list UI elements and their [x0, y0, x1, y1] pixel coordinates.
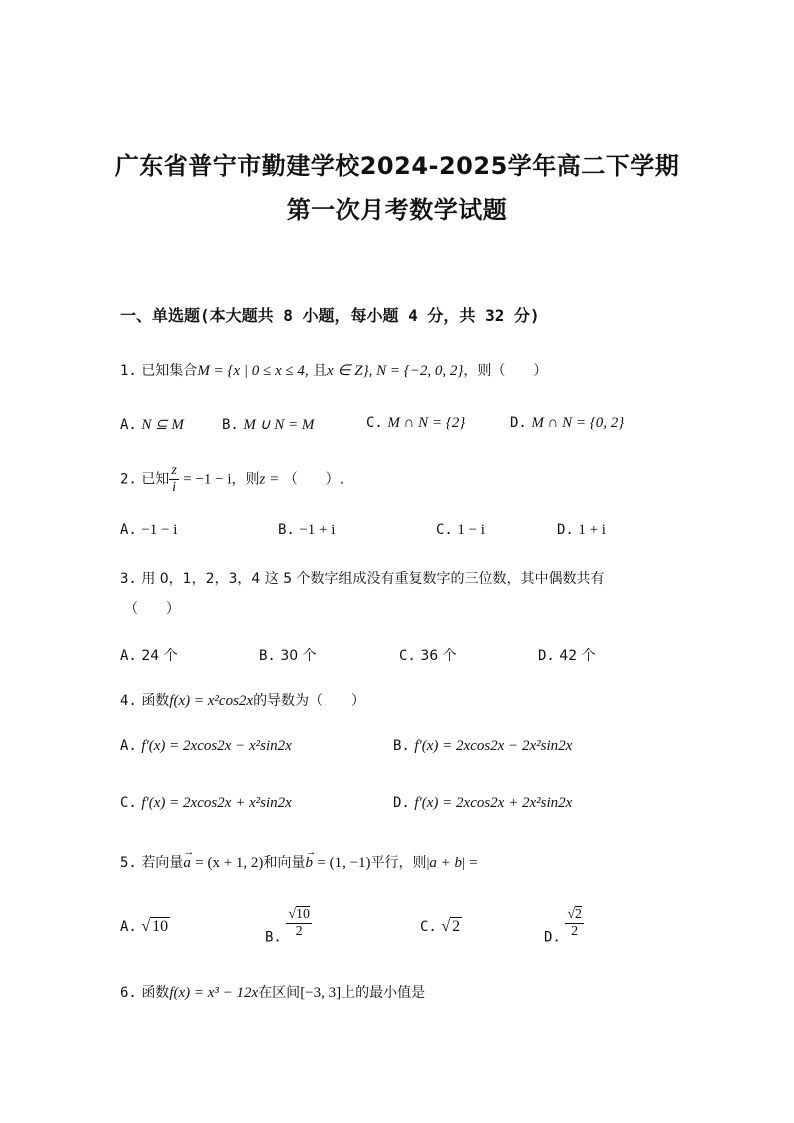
- option-b: [265, 908, 312, 946]
- option-label: C.: [420, 919, 437, 935]
- option-label: B.: [222, 417, 239, 433]
- absolute-value: |a + b|: [426, 855, 465, 871]
- option-label: C.: [436, 522, 453, 538]
- question-6: [120, 982, 425, 1002]
- option-a: [120, 522, 177, 539]
- option-label: A.: [120, 522, 137, 538]
- option-a: [120, 738, 292, 755]
- question-number: 2.: [120, 471, 137, 488]
- option-b: [259, 645, 317, 665]
- option-text: 30 个: [280, 648, 317, 664]
- option-d: [544, 908, 584, 946]
- fraction-denominator: 2: [571, 924, 579, 939]
- option-d: [557, 522, 606, 539]
- option-label: D.: [544, 929, 561, 946]
- question-number: 6.: [120, 985, 137, 1001]
- question-text: 上的最小值是: [341, 985, 426, 1001]
- question-text: 的导数为（ ）: [253, 693, 366, 709]
- question-text: ，则（ ）: [463, 363, 548, 379]
- option-c: [120, 795, 292, 812]
- option-label: C.: [399, 648, 416, 664]
- sqrt-expression: √ 10: [141, 918, 169, 935]
- option-expression: −1 + i: [299, 522, 336, 538]
- fraction: [169, 464, 178, 495]
- fraction-numerator: z: [171, 463, 177, 478]
- option-b: [278, 522, 335, 539]
- question-text: 已知: [141, 471, 170, 488]
- option-c: [420, 918, 462, 936]
- question-1: [120, 360, 547, 380]
- option-text: 42 个: [559, 648, 596, 664]
- question-3: [120, 568, 605, 588]
- question-text: 平行，则: [370, 855, 427, 871]
- option-expression: f′(x) = 2xcos2x + x²sin2x: [141, 795, 292, 811]
- title-line-2: 第一次月考数学试题: [286, 196, 508, 224]
- fraction-numerator: √2: [567, 907, 582, 922]
- question-number: 5.: [120, 855, 137, 871]
- question-text: 且: [313, 363, 328, 379]
- question-4: [120, 690, 365, 710]
- title-line-1: 广东省普宁市勤建学校2024-2025学年高二下学期: [114, 152, 680, 180]
- vector-b: → b: [305, 846, 317, 871]
- question-text: 在区间: [258, 985, 301, 1001]
- option-label: B.: [278, 522, 295, 538]
- fraction: [565, 908, 584, 939]
- option-expression: f′(x) = 2xcos2x − x²sin2x: [141, 738, 292, 754]
- vector-arrow-icon: →: [183, 846, 195, 858]
- option-d: [510, 415, 624, 432]
- option-text: 24 个: [141, 648, 178, 664]
- option-expression: 1 − i: [457, 522, 485, 538]
- question-text: 和向量: [263, 855, 306, 871]
- math-expression: x ∈ Z}, N = {−2, 0, 2}: [327, 363, 464, 379]
- question-text: 已知集合: [141, 363, 198, 379]
- fraction: [286, 908, 312, 939]
- option-b: [222, 415, 314, 434]
- option-label: D.: [557, 522, 574, 538]
- question-text: 函数: [141, 985, 170, 1001]
- option-label: A.: [120, 648, 137, 664]
- section-heading: 一、单选题(本大题共 8 小题，每小题 4 分，共 32 分): [120, 306, 540, 325]
- option-label: D.: [393, 795, 410, 811]
- fraction-denominator: i: [172, 480, 176, 495]
- option-label: A.: [120, 738, 137, 754]
- option-a: [120, 918, 170, 936]
- option-expression: M ∪ N = M: [243, 417, 315, 433]
- question-number: 4.: [120, 693, 137, 709]
- vector-a: → a: [183, 846, 195, 871]
- question-text: 用 0，1，2，3，4 这 5 个数字组成没有重复数字的三位数，其中偶数共有: [141, 571, 605, 587]
- question-number: 3.: [120, 571, 137, 587]
- option-label: C.: [366, 415, 383, 431]
- option-expression: f′(x) = 2xcos2x + 2x²sin2x: [414, 795, 573, 811]
- option-c: [436, 522, 485, 539]
- option-b: [393, 738, 572, 755]
- option-text: 36 个: [420, 648, 457, 664]
- option-expression: M ∩ N = {2}: [387, 415, 466, 431]
- question-5: [120, 846, 478, 872]
- option-label: D.: [538, 648, 555, 664]
- option-expression: M ∩ N = {0, 2}: [531, 415, 625, 431]
- fraction-denominator: 2: [295, 924, 303, 939]
- option-a: [120, 645, 178, 665]
- option-label: B.: [259, 648, 276, 664]
- option-label: A.: [120, 417, 137, 433]
- option-label: A.: [120, 919, 137, 935]
- math-expression: M = {x | 0 ≤ x ≤ 4,: [197, 363, 309, 379]
- option-a: [120, 415, 184, 434]
- option-expression: −1 − i: [141, 522, 178, 538]
- option-label: B.: [393, 738, 410, 754]
- vector-arrow-icon: →: [305, 846, 317, 858]
- math-expression: =: [469, 855, 478, 871]
- question-number: 1.: [120, 363, 137, 379]
- option-c: [399, 645, 457, 665]
- math-expression: = (1, −1): [317, 855, 371, 871]
- option-label: C.: [120, 795, 137, 811]
- question-text: （ ）.: [283, 471, 345, 488]
- question-text: ，则: [231, 471, 260, 488]
- option-expression: N ⊆ M: [141, 417, 184, 433]
- math-expression: z =: [259, 471, 280, 488]
- option-expression: 1 + i: [578, 522, 606, 538]
- question-2: [120, 464, 344, 495]
- option-label: B.: [265, 929, 282, 946]
- question-text: 函数: [141, 693, 170, 709]
- option-expression: f′(x) = 2xcos2x − 2x²sin2x: [414, 738, 573, 754]
- fraction-numerator: √10: [288, 907, 310, 922]
- option-label: D.: [510, 415, 527, 431]
- option-c: [366, 415, 465, 432]
- question-text: 若向量: [141, 855, 184, 871]
- math-expression: f(x) = x³ − 12x: [169, 985, 259, 1001]
- math-expression: f(x) = x²cos2x: [169, 693, 254, 709]
- sqrt-expression: √ 2: [441, 918, 461, 935]
- option-d: [538, 645, 596, 665]
- option-d: [393, 795, 572, 812]
- math-expression: [−3, 3]: [300, 985, 342, 1001]
- question-text-continued: （ ）: [124, 601, 180, 617]
- math-expression: = −1 − i: [183, 471, 232, 488]
- math-expression: = (x + 1, 2): [195, 855, 264, 871]
